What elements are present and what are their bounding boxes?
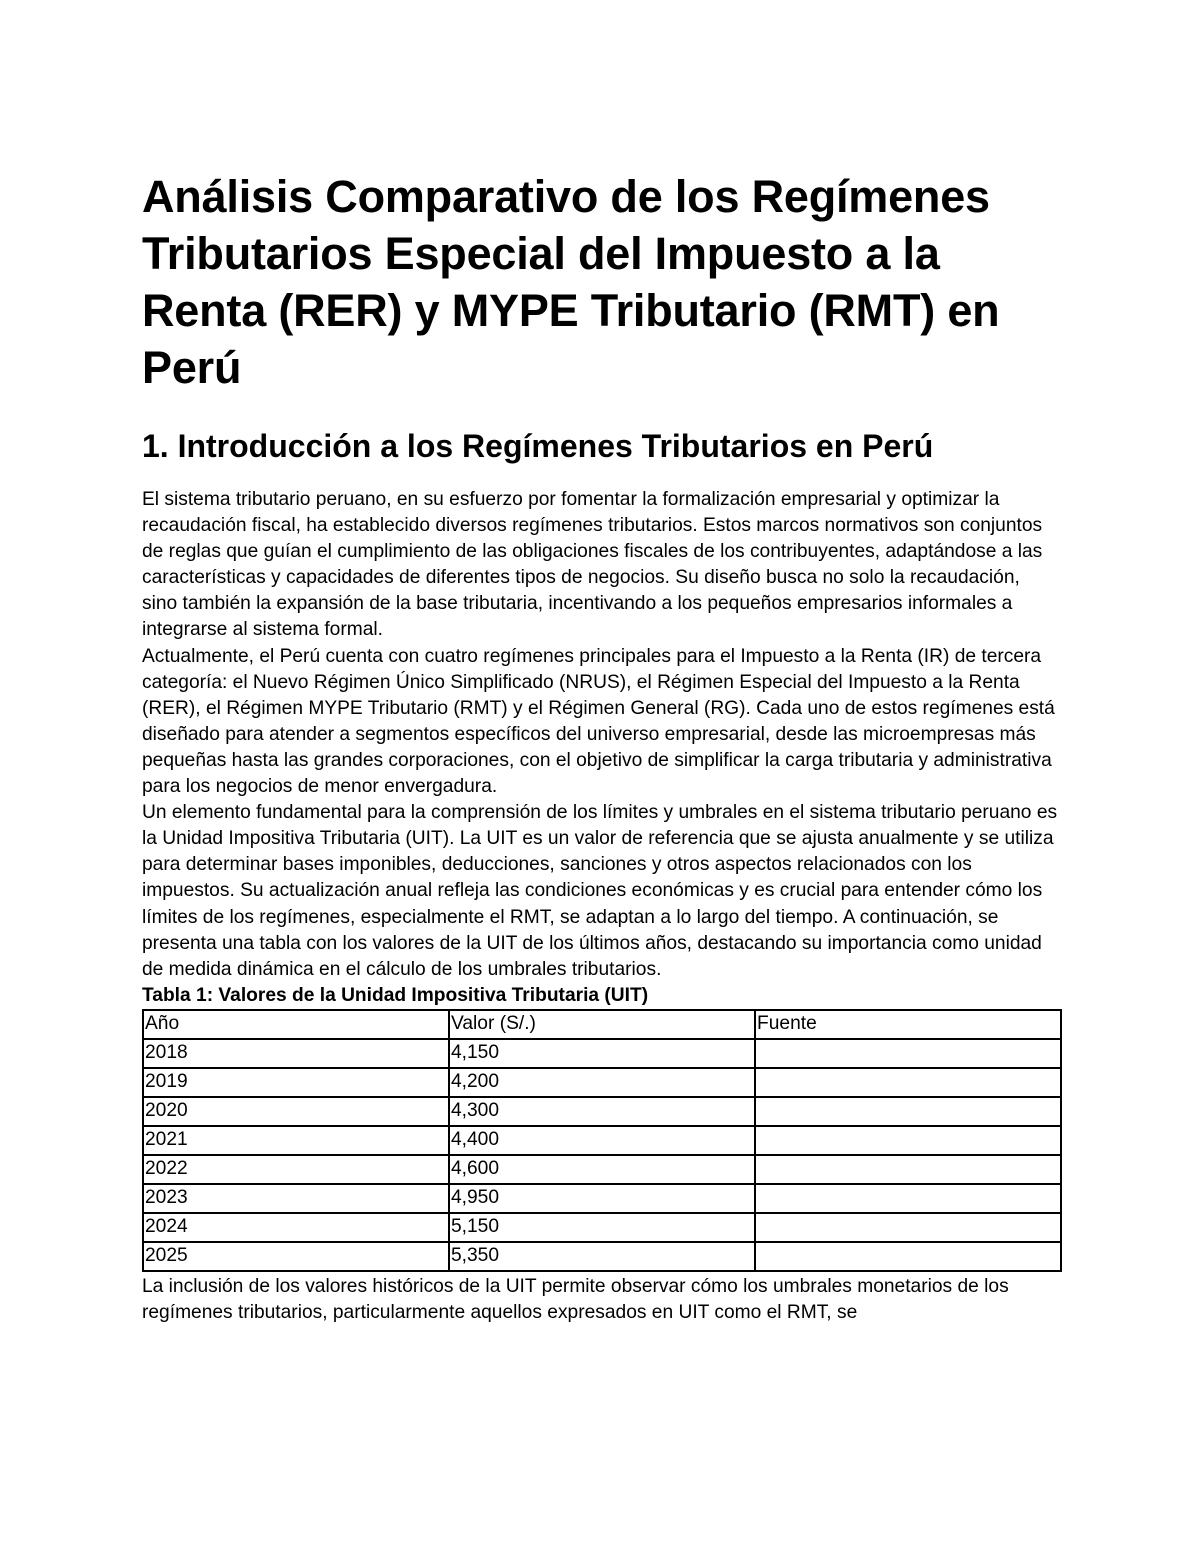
- paragraph: Actualmente, el Perú cuenta con cuatro regímenes principales para el Impuesto a la Renta (IR) de tercera categoría: el Nuevo Régimen Único Simplificado (NRUS), el Régimen Especial del Impuesto a la Renta (RER), el Régimen MYPE Tributario (RMT) y el Régimen General (RG). Cada uno de estos regímenes está diseñado para atender a segmentos específicos del universo empresarial, desde las microempresas más pequeñas hasta las grandes corporaciones, con el objetivo de simplificar la carga tributaria y administrativa para los negocios de menor envergadura.: [142, 645, 1055, 798]
- table-cell-year: 2020: [143, 1097, 449, 1126]
- table-header-row: [143, 1010, 1061, 1039]
- table-cell-year: 2024: [143, 1213, 449, 1242]
- table-cell-source: [755, 1097, 1061, 1126]
- table-cell-value: 4,200: [449, 1068, 755, 1097]
- table-row: [143, 1213, 1061, 1242]
- header-cell-source: Fuente: [755, 1010, 1061, 1039]
- table-cell-year: 2025: [143, 1242, 449, 1271]
- table-cell-source: [755, 1039, 1061, 1068]
- table-cell-year: 2019: [143, 1068, 449, 1097]
- table-cell-source: [755, 1155, 1061, 1184]
- paragraph: Un elemento fundamental para la comprensión de los límites y umbrales en el sistema tributario peruano es la Unidad Impositiva Tributaria (UIT). La UIT es un valor de referencia que se ajusta anualmente y se utiliza para determinar bases imponibles, deducciones, sanciones y otros aspectos relacionados con los impuestos. Su actualización anual refleja las condiciones económicas y es crucial para entender cómo los límites de los regímenes, especialmente el RMT, se adaptan a lo largo del tiempo. A continuación, se presenta una tabla con los valores de la UIT de los últimos años, destacando su importancia como unidad de medida dinámica en el cálculo de los umbrales tributarios.: [142, 802, 1058, 980]
- table-cell-value: 4,300: [449, 1097, 755, 1126]
- table-row: [143, 1242, 1061, 1271]
- uit-values-table: [142, 1009, 1062, 1272]
- table-cell-value: 4,400: [449, 1126, 755, 1155]
- table-row: [143, 1039, 1061, 1068]
- document-page: [142, 168, 1060, 1326]
- header-cell-year: Año: [143, 1010, 449, 1039]
- table-cell-value: 5,350: [449, 1242, 755, 1271]
- table-row: [143, 1155, 1061, 1184]
- table-cell-value: 4,950: [449, 1184, 755, 1213]
- table-cell-value: 4,150: [449, 1039, 755, 1068]
- intro-text-block: [142, 487, 1060, 983]
- table-cell-value: 5,150: [449, 1213, 755, 1242]
- table-cell-source: [755, 1213, 1061, 1242]
- table-caption: Tabla 1: Valores de la Unidad Impositiva Tributaria (UIT): [142, 984, 649, 1006]
- header-cell-value: Valor (S/.): [449, 1010, 755, 1039]
- table-cell-source: [755, 1242, 1061, 1271]
- table-cell-source: [755, 1184, 1061, 1213]
- table-cell-source: [755, 1068, 1061, 1097]
- table-cell-year: 2021: [143, 1126, 449, 1155]
- table-cell-value: 4,600: [449, 1155, 755, 1184]
- paragraph: El sistema tributario peruano, en su esfuerzo por fomentar la formalización empresarial y optimizar la recaudación fiscal, ha establecido diversos regímenes tributarios. Estos marcos normativos son conjuntos de reglas que guían el cumplimiento de las obligaciones fiscales de los contribuyentes, adaptándose a las características y capacidades de diferentes tipos de negocios. Su diseño busca no solo la recaudación, sino también la expansión de la base tributaria, incentivando a los pequeños empresarios informales a integrarse al sistema formal.: [142, 489, 1043, 641]
- table-cell-year: 2018: [143, 1039, 449, 1068]
- section-heading: 1. Introducción a los Regímenes Tributarios en Perú: [142, 428, 934, 464]
- table-row: [143, 1068, 1061, 1097]
- table-row: [143, 1097, 1061, 1126]
- table-row: [143, 1184, 1061, 1213]
- document-title: Análisis Comparativo de los Regímenes Tributarios Especial del Impuesto a la Renta (RER) y MYPE Tributario (RMT) en Perú: [142, 171, 1000, 393]
- table-cell-source: [755, 1126, 1061, 1155]
- closing-paragraph: La inclusión de los valores históricos de la UIT permite observar cómo los umbrales monetarios de los regímenes tributarios, particularmente aquellos expresados en UIT como el RMT, se: [142, 1275, 1009, 1323]
- table-row: [143, 1126, 1061, 1155]
- table-cell-year: 2022: [143, 1155, 449, 1184]
- table-cell-year: 2023: [143, 1184, 449, 1213]
